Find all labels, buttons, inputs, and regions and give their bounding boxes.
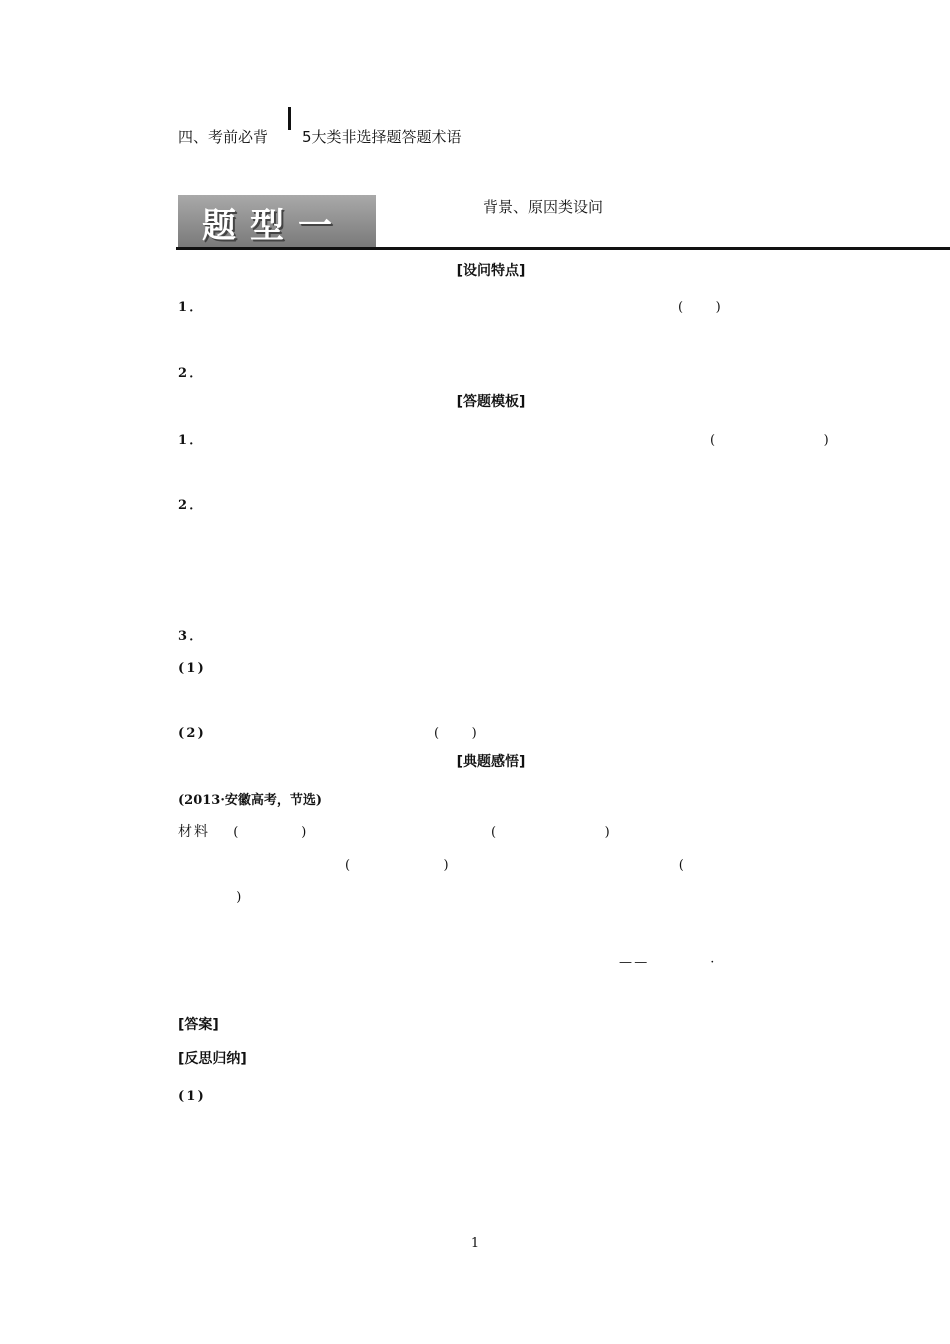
reflect-line-4 [145,1184,586,1203]
material-citation: —— · [619,955,778,970]
banner-rule [176,247,950,250]
reflect-line-3 [145,1151,510,1170]
template-line-5-tail: ( ) [434,726,707,741]
banner-label: 题型一 [202,206,346,246]
material-line-1: ( ) ( ) [218,825,749,840]
reflect-label: [反思归纳] [178,1051,247,1067]
template-line-3: 3． [178,629,320,644]
section-title-features: [设问特点] [456,263,526,279]
answer-label: [答案] [178,1017,219,1033]
section-title-example: [典题感悟] [456,754,526,770]
page-number: 1 [470,1236,480,1251]
template-line-1-tail: ( ) [710,433,831,448]
header-right: 5大类非选择题答题术语 [302,128,462,146]
template-line-1: 1． [178,433,578,448]
material-line-2-tail: ( ) ( [345,858,702,873]
material-line-3: ) [145,890,609,905]
material-line-4-tail [616,919,707,938]
material-label: 材料 [178,824,210,840]
example-question [178,986,573,1005]
header-divider [288,107,291,130]
example-source: (2013·安徽高考，节选) [178,793,323,808]
material-line-2 [145,854,297,873]
template-line-1-cont [145,462,327,481]
material-line-4 [145,919,510,938]
template-line-2: 2． [178,498,639,513]
section-banner [178,195,376,247]
reflect-line-3-tail [636,1151,773,1170]
answer-text [240,1016,529,1035]
reflect-line-1: (1) [178,1089,693,1104]
template-line-2c [145,560,601,579]
template-line-4: (1) [178,661,632,676]
section-title-template: [答题模板] [456,394,526,410]
features-line-1: 1． [178,300,548,315]
features-line-2: 2． [178,366,594,381]
reflect-line-2 [145,1119,601,1138]
template-line-2b [145,527,601,546]
template-line-2d [145,592,251,611]
template-line-4b [145,690,221,709]
header-left: 四、考前必背 [178,128,269,146]
features-line-1-tail: ( ) [678,300,784,315]
features-line-1-cont [145,329,312,348]
template-line-5: (2) [178,726,374,741]
banner-title: 背景、原因类设问 [483,198,604,216]
example-source-tail [345,789,497,808]
